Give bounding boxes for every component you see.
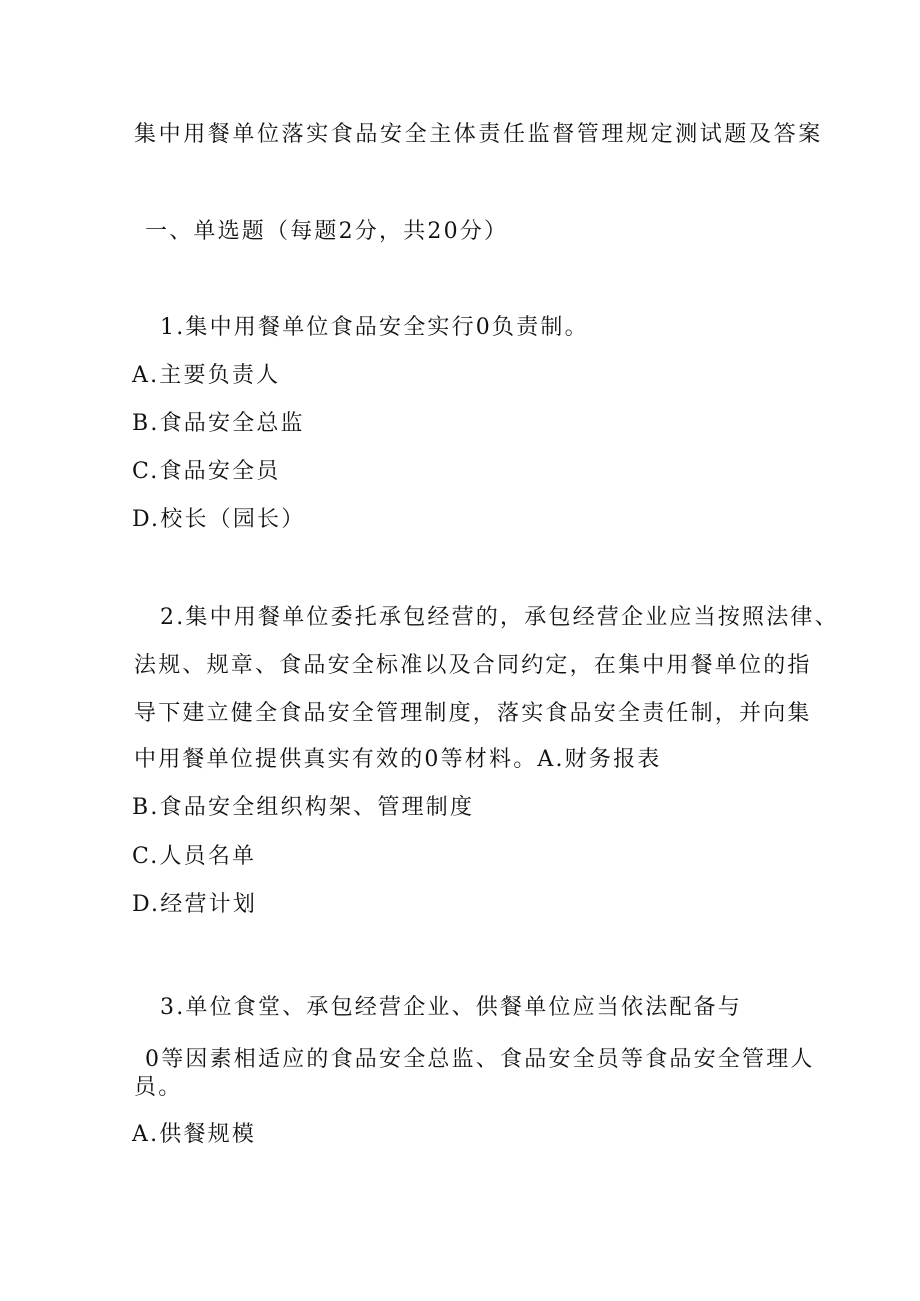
question-2-option-d: D.经营计划: [132, 892, 258, 917]
question-3-stem-line-3: 员。: [134, 1075, 183, 1100]
section-heading: 一、单选题（每题2分，共20分）: [145, 219, 509, 244]
question-1-option-a: A.主要负责人: [132, 363, 281, 388]
question-2-stem-line-3: 导下建立健全食品安全管理制度，落实食品安全责任制，并向集: [134, 701, 812, 726]
question-1-stem: 1.集中用餐单位食品安全实行0负责制。: [160, 315, 589, 340]
question-1-option-c: C.食品安全员: [132, 459, 281, 484]
question-2-option-b: B.食品安全组织构架、管理制度: [132, 795, 475, 820]
question-1-option-b: B.食品安全总监: [132, 411, 305, 436]
question-2-stem-line-4: 中用餐单位提供真实有效的0等材料。A.财务报表: [134, 747, 662, 772]
question-3-stem-line-1: 3.单位食堂、承包经营企业、供餐单位应当依法配备与: [160, 995, 742, 1020]
document-title: 集中用餐单位落实食品安全主体责任监督管理规定测试题及答案: [134, 122, 823, 147]
question-3-option-a: A.供餐规模: [132, 1122, 257, 1147]
question-3-stem-line-2: 0等因素相适应的食品安全总监、食品安全员等食品安全管理人: [145, 1047, 815, 1072]
question-2-stem-line-2: 法规、规章、食品安全标准以及合同约定，在集中用餐单位的指: [134, 653, 812, 678]
question-1-option-d: D.校长（园长）: [132, 507, 306, 532]
question-2-option-c: C.人员名单: [132, 844, 257, 869]
question-2-stem-line-1: 2.集中用餐单位委托承包经营的，承包经营企业应当按照法律、: [160, 605, 839, 630]
